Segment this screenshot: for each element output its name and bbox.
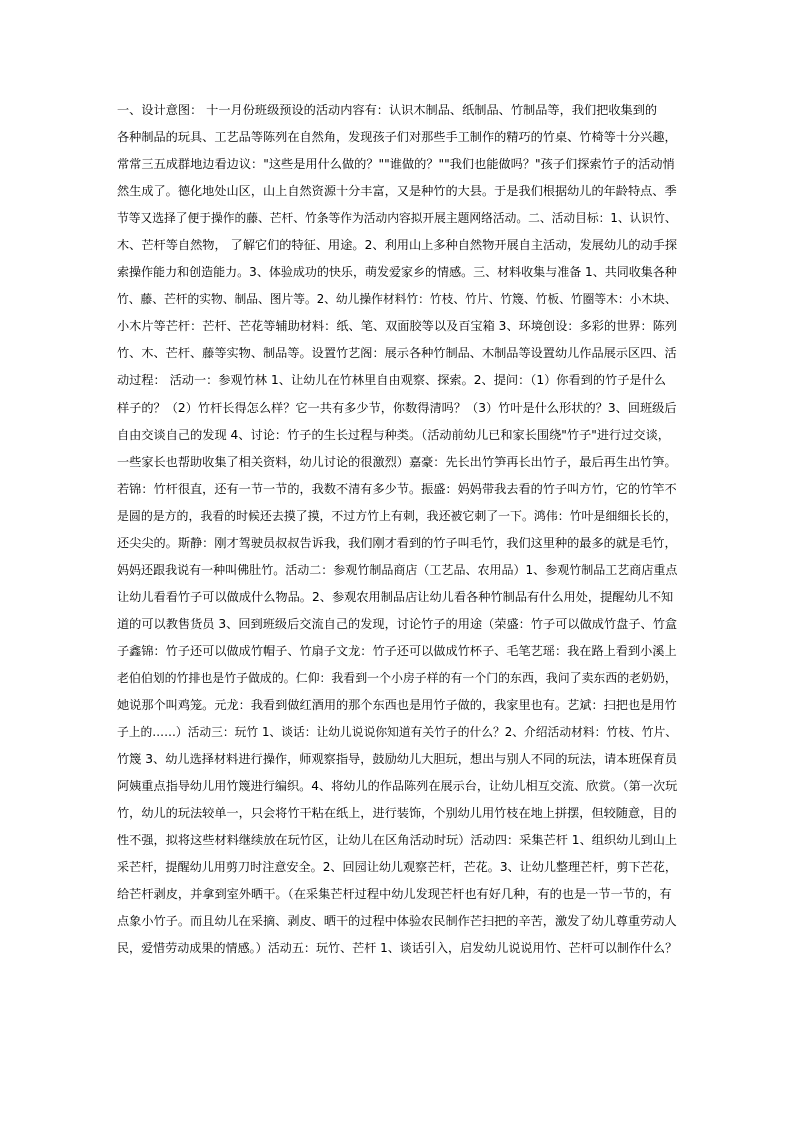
text-line: 让幼儿看看竹子可以做成什么物品。2、参观农用制品店让幼儿看各种竹制品有什么用处，提醒幼儿不知 [117,589,674,604]
text-line: 采芒杆，提醒幼儿用剪刀时注意安全。2、回园让幼儿观察芒杆，芒花。3、让幼儿整理芒杆，剪下芒花， [117,860,677,875]
text-line: 竹、藤、芒杆的实物、制品、图片等。2、幼儿操作材料竹：竹枝、竹片、竹篾、竹板、竹圈等木：小木块、 [117,292,677,307]
text-line: 若锦：竹杆很直，还有一节一节的，我数不清有多少节。振盛：妈妈带我去看的竹子叫方竹，它的竹竿不 [117,481,677,496]
text-line: 竹，幼儿的玩法较单一，只会将竹干粘在纸上，进行装饰，个别幼儿用竹枝在地上拼摆，但较随意，目的 [117,806,677,821]
text-line: 一、设计意图： 十一月份班级预设的活动内容有：认识木制品、纸制品、竹制品等，我们把收集到的 [117,103,658,117]
text-line: 竹篾 3、幼儿选择材料进行操作，师观察指导，鼓励幼儿大胆玩，想出与别人不同的玩法，请本班保育员 [117,752,678,767]
text-line: 自由交谈自己的发现 4、讨论：竹子的生长过程与种类。（活动前幼儿已和家长围绕"竹子"进行过交谈， [117,427,670,442]
text-line: 子鑫锦：竹子还可以做成竹帽子、竹扇子文龙：竹子还可以做成竹杯子、毛笔艺瑶：我在路上看到小溪上 [117,643,677,658]
text-line: 还尖尖的。斯静：刚才驾驶员叔叔告诉我，我们刚才看到的竹子叫毛竹，我们这里种的最多的就是毛竹， [117,535,677,550]
text-line: 木、芒杆等自然物， 了解它们的特征、用途。2、利用山上多种自然物开展自主活动，发展幼儿的动手探 [117,238,678,253]
text-line: 子上的……）活动三：玩竹 1、谈话：让幼儿说说你知道有关竹子的什么？2、介绍活动材料：竹枝、竹片、 [117,725,678,740]
text-line: 阿姨重点指导幼儿用竹篾进行编织。4、将幼儿的作品陈列在展示台，让幼儿相互交流、欣赏。（第一次玩 [117,779,678,794]
text-line: 各种制品的玩具、工艺品等陈列在自然角，发现孩子们对那些手工制作的精巧的竹桌、竹椅等十分兴趣， [117,130,677,145]
text-line: 然生成了。德化地处山区，山上自然资源十分丰富，又是种竹的大县。于是我们根据幼儿的年龄特点、季 [117,184,677,199]
text-line: 老伯伯划的竹排也是竹子做成的。仁仰：我看到一个小房子样的有一个门的东西，我问了卖东西的老奶奶， [117,670,677,685]
text-line: 常常三五成群地边看边议："这些是用什么做的？""谁做的？""我们也能做吗？"孩子们探索竹子的活动悄 [117,157,675,172]
text-line: 小木片等芒杆：芒杆、芒花等辅助材料：纸、笔、双面胶等以及百宝箱 3、环境创设：多彩的世界：陈列 [117,319,678,334]
text-line: 民，爱惜劳动成果的情感。）活动五：玩竹、芒杆 1、谈话引入，启发幼儿说说用竹、芒杆可以制作什么？ [117,941,678,956]
text-line: 妈妈还跟我说有一种叫佛肚竹。活动二：参观竹制品商店（工艺品、农用品）1、参观竹制品工艺商店重点 [117,562,678,577]
body-text [117,97,677,963]
text-line: 一些家长也帮助收集了相关资料，幼儿讨论的很激烈）嘉豪：先长出竹笋再长出竹子，最后再生出竹笋。 [117,454,677,469]
text-line: 她说那个叫鸡笼。元龙：我看到做红酒用的那个东西也是用竹子做的，我家里也有。艺斌：扫把也是用竹 [117,698,677,713]
text-line: 给芒杆剥皮，并拿到室外晒干。（在采集芒杆过程中幼儿发现芒杆也有好几种，有的也是一节一节的，有 [117,887,672,902]
text-line: 性不强，拟将这些材料继续放在玩竹区，让幼儿在区角活动时玩）活动四：采集芒杆 1、组织幼儿到山上 [117,833,678,848]
text-line: 动过程： 活动一：参观竹林 1、让幼儿在竹林里自由观察、探索。2、提问：（1）你看到的竹子是什么 [117,373,666,388]
text-line: 样子的？（2）竹杆长得怎么样？它一共有多少节，你数得清吗？（3）竹叶是什么形状的？3、回班级后 [117,400,677,415]
text-line: 点象小竹子。而且幼儿在采摘、剥皮、晒干的过程中体验农民制作芒扫把的辛苦，激发了幼儿尊重劳动人 [117,914,677,929]
text-line: 竹、木、芒杆、藤等实物、制品等。设置竹艺阁：展示各种竹制品、木制品等设置幼儿作品展示区四、活 [117,346,677,361]
text-line: 是圆的是方的，我看的时候还去摸了摸，不过方竹上有刺，我还被它刺了一下。鸿伟：竹叶是细细长长的， [117,508,677,523]
text-line: 索操作能力和创造能力。3、体验成功的快乐，萌发爱家乡的情感。三、材料收集与准备 1、共同收集各种 [117,265,677,280]
text-line: 节等又选择了便于操作的藤、芒杆、竹条等作为活动内容拟开展主题网络活动。二、活动目标：1、认识竹、 [117,211,677,226]
text-line: 道的可以教售货员 3、回到班级后交流自己的发现，讨论竹子的用途（荣盛：竹子可以做成竹盘子、竹盒 [117,616,678,631]
